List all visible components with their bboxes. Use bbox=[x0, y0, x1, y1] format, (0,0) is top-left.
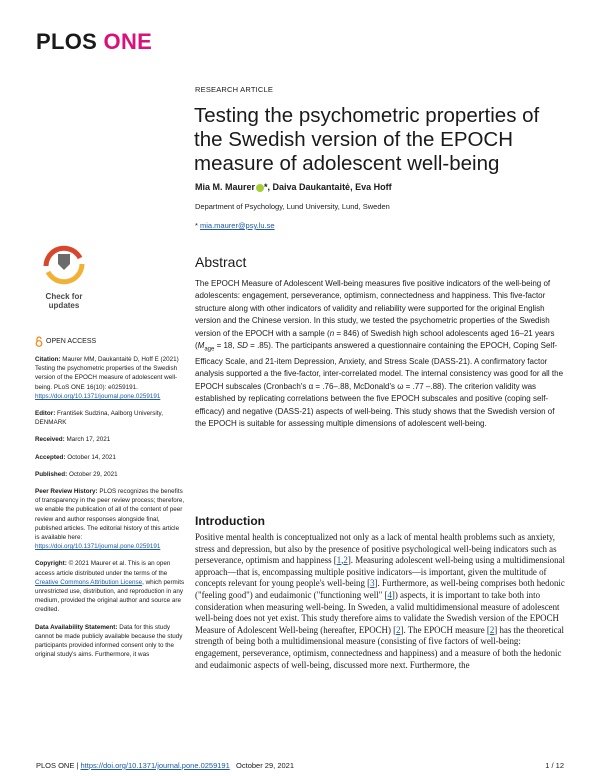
reference-link[interactable]: 2 bbox=[489, 624, 495, 635]
reference-link[interactable]: 3 bbox=[370, 578, 375, 589]
peer-review-link[interactable]: https://doi.org/10.1371/journal.pone.0259191 bbox=[35, 543, 161, 551]
abstract-part: = .85). The participants answered a questionnaire containing the EPOCH, Coping Self-Efficacy Scale, and 21-item Depression, Anxiety, and Stress Scale (DASS-21). A confirmatory factor analysis supported a the five-factor, inter-correlated model. The internal consistency was good for all the EPOCH subscales (Cronbach's α = .76–.88, McDonald's ω = .77 –.88). The criterion validity was established by replicating correlations between the five EPOCH subscales and positive (coping self-efficacy) and negative (DASS-21) aspects of well-being. This study shows that the Swedish version of the EPOCH is suitable for assessing multiple dimensions of adolescent well-being. bbox=[195, 341, 564, 429]
copyright-label: Copyright: bbox=[35, 560, 67, 568]
badge-line-2: updates bbox=[48, 301, 80, 310]
email-link[interactable]: mia.maurer@psy.lu.se bbox=[200, 221, 275, 230]
published-label: Published: bbox=[35, 470, 68, 478]
intro-part: ]. The EPOCH measure [ bbox=[400, 624, 490, 635]
reference-link[interactable]: 1 bbox=[336, 555, 342, 566]
copyright-text-end: , which permits unrestricted use, distribution, and reproduction in any medium, provided the original author and source are credited. bbox=[35, 578, 185, 614]
abstract-part: = 18, bbox=[214, 341, 237, 351]
open-access-text: OPEN ACCESS bbox=[46, 337, 97, 345]
footer-journal: PLOS ONE bbox=[36, 761, 75, 770]
corresponding-mark: * bbox=[264, 182, 268, 192]
published bbox=[35, 470, 185, 479]
abstract-text bbox=[195, 278, 567, 430]
data-availability-label: Data Availability Statement: bbox=[35, 623, 118, 631]
intro-part: Positive mental health is conceptualized not only as a lack of mental health problems such as anxiety, stress and depression, but also by the presence of positive psychological well-being indicators such as perseverance, optimism and happiness [ bbox=[195, 532, 557, 566]
open-lock-icon bbox=[35, 336, 43, 347]
data-availability bbox=[35, 623, 185, 660]
accepted bbox=[35, 453, 185, 462]
journal-name-plos: PLOS bbox=[36, 29, 98, 54]
abstract-part: = 846) of Swedish high school adolescents aged 16–21 years ( bbox=[195, 328, 555, 351]
author-name: Mia M. Maurer bbox=[195, 182, 256, 192]
journal-logo bbox=[36, 29, 152, 55]
article-info-sidebar bbox=[35, 336, 185, 667]
author-list bbox=[195, 182, 392, 192]
footer-doi-link[interactable]: https://doi.org/10.1371/journal.pone.0259191 bbox=[80, 761, 230, 770]
footer-left bbox=[36, 761, 294, 770]
accepted-date: October 14, 2021 bbox=[67, 453, 116, 461]
check-for-updates-label[interactable] bbox=[36, 292, 92, 310]
affiliation: Department of Psychology, Lund University, Lund, Sweden bbox=[195, 202, 390, 211]
intro-part: ] has the theoretical strength of being both a multidimensional measure (consisting of five factors of well-being: engagement, perseverance, optimism, connectedness and happiness) and a measure of both the hedonic and eudaimonic aspects of well-being, discussed more next. Furthermore, the bbox=[195, 624, 565, 670]
introduction-heading: Introduction bbox=[195, 514, 265, 528]
received-label: Received: bbox=[35, 436, 65, 444]
citation-text: Maurer MM, Daukantaitė D, Hoff E (2021) Testing the psychometric properties of the Swedish version of the EPOCH measure of adolescent well-being. PLoS ONE 16(10): e0259191. bbox=[35, 356, 179, 391]
contact-email-line bbox=[195, 221, 275, 230]
badge-line-1: Check for bbox=[45, 292, 83, 301]
copyright-text: © 2021 Maurer et al. This is an open access article distributed under the terms of the bbox=[35, 560, 171, 577]
page-number: 1 / 12 bbox=[545, 761, 564, 770]
data-availability-text: Data for this study cannot be made publicly available because the study participants provided informed consent only to the original study's aims. Furthermore, it was bbox=[35, 623, 183, 659]
accepted-label: Accepted: bbox=[35, 453, 66, 461]
journal-name-one: ONE bbox=[103, 29, 153, 54]
intro-part: , bbox=[341, 555, 344, 566]
abstract-italic: SD bbox=[236, 341, 248, 351]
article-title: Testing the psychometric properties of the Swedish version of the EPOCH measure of adolescent well-being bbox=[194, 104, 540, 175]
citation bbox=[35, 355, 185, 401]
peer-review-text: PLOS recognizes the benefits of transparency in the peer review process; therefore, we enable the publication of all of the content of peer review and author responses alongside final, published articles. The editorial history of this article is available here: bbox=[35, 488, 185, 542]
reference-link[interactable]: 4 bbox=[387, 589, 392, 600]
license-link[interactable]: Creative Commons Attribution License bbox=[35, 578, 143, 586]
intro-part: ]. Furthermore, as well-being comprises both hedonic ("feeling good") and eudaimonic ("functioning well" [ bbox=[195, 578, 565, 600]
received bbox=[35, 435, 185, 444]
footer-separator: | bbox=[74, 761, 81, 770]
received-date: March 17, 2021 bbox=[66, 436, 111, 444]
editor bbox=[35, 409, 185, 427]
page-footer bbox=[36, 761, 564, 770]
citation-label: Citation: bbox=[35, 356, 61, 363]
abstract-subscript: age bbox=[204, 346, 215, 353]
abstract-italic: M bbox=[197, 341, 205, 351]
abstract-heading: Abstract bbox=[195, 254, 247, 270]
check-for-updates-icon[interactable] bbox=[36, 240, 92, 290]
orcid-icon[interactable] bbox=[256, 184, 264, 192]
introduction-text bbox=[195, 532, 567, 671]
editor-text: František Sudzina, Aalborg University, DENMARK bbox=[35, 410, 163, 427]
copyright bbox=[35, 559, 185, 614]
footer-date: October 29, 2021 bbox=[236, 761, 295, 770]
abstract-part: The EPOCH Measure of Adolescent Well-being measures five positive indicators of the well-being of adolescents: engagement, perseverance, optimism, connectedness and happiness. This five-factor structure along with other indicators of validity and reliability were supported for the original English version and the Chinese version. In this study, we tested the psychometric properties of the Swedish version of the EPOCH with a sample ( bbox=[195, 279, 551, 338]
reference-link[interactable]: 2 bbox=[343, 555, 348, 566]
peer-review-history bbox=[35, 487, 185, 551]
citation-doi-link[interactable]: https://doi.org/10.1371/journal.pone.0259191 bbox=[35, 392, 161, 400]
peer-review-label: Peer Review History: bbox=[35, 488, 98, 496]
editor-label: Editor: bbox=[35, 410, 56, 418]
intro-part: ]. Measuring adolescent well-being using a multidimensional approach—that is, encompassing multiple positive indicators—is important, given the multitude of concepts relevant for young people's well-being [ bbox=[195, 555, 565, 589]
abstract-italic: n bbox=[329, 328, 335, 338]
author-names-rest: , Daiva Daukantaitė, Eva Hoff bbox=[267, 182, 392, 192]
reference-link[interactable]: 2 bbox=[396, 624, 401, 635]
published-date: October 29, 2021 bbox=[68, 470, 118, 478]
email-mark: * bbox=[195, 221, 198, 230]
article-type: RESEARCH ARTICLE bbox=[195, 85, 274, 94]
intro-part: ]) aspects, it is important to take both into consideration when measuring well-being. In Sweden, a valid multidimensional measure of adolescent well-being does not yet exist. This study therefore aims to validate the Swedish version of the EPOCH Measure of Adolescent Well-being (hereafter, EPOCH) [ bbox=[195, 589, 560, 635]
open-access-label bbox=[35, 336, 185, 347]
